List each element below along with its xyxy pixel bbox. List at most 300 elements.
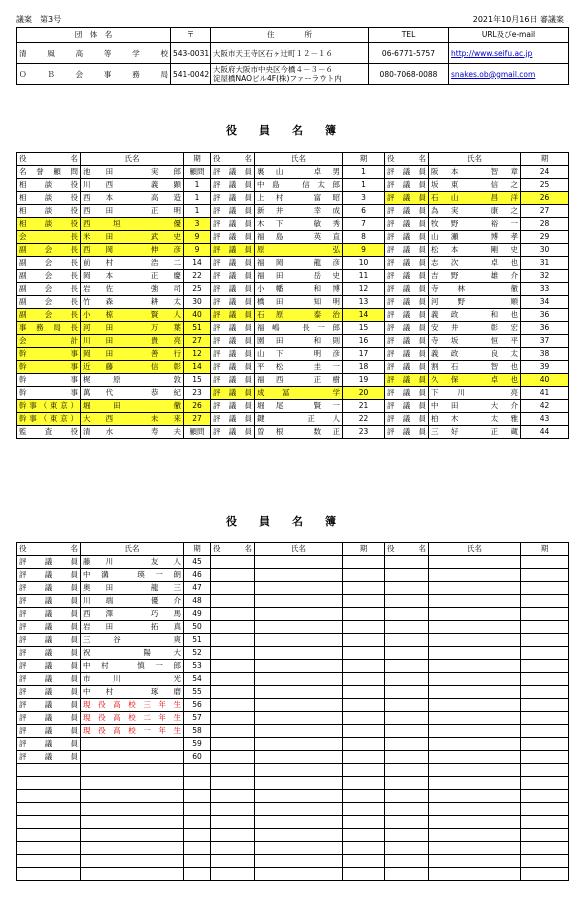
empty-cell bbox=[255, 764, 343, 777]
empty-cell bbox=[521, 855, 569, 868]
member-role: 評議員 bbox=[385, 374, 429, 387]
table-row bbox=[17, 725, 569, 738]
org-row bbox=[17, 64, 569, 85]
member-role: 評議員 bbox=[211, 374, 255, 387]
empty-cell bbox=[211, 621, 255, 634]
document-date: 2021年10月16日 審議案 bbox=[472, 15, 564, 24]
member-role: 幹事 bbox=[17, 348, 81, 361]
member-role: 評議員 bbox=[385, 361, 429, 374]
member-name: 堀尾 賢一 bbox=[255, 400, 343, 413]
member-term: 51 bbox=[184, 322, 211, 335]
member-term: 59 bbox=[184, 738, 211, 751]
empty-cell bbox=[385, 595, 429, 608]
org-email-link[interactable]: snakes.ob@gmail.com bbox=[451, 69, 536, 79]
member-term: 20 bbox=[343, 387, 385, 400]
header-term: 期 bbox=[521, 153, 569, 166]
table-row bbox=[17, 179, 569, 192]
empty-cell bbox=[521, 595, 569, 608]
empty-cell bbox=[343, 751, 385, 764]
empty-cell bbox=[255, 712, 343, 725]
empty-cell bbox=[343, 777, 385, 790]
org-header-url: URL及びe-mail bbox=[449, 28, 569, 43]
empty-cell bbox=[255, 868, 343, 881]
member-role: 評議員 bbox=[17, 647, 81, 660]
empty-cell bbox=[343, 855, 385, 868]
member-name: 成冨 学 bbox=[255, 387, 343, 400]
member-term: 40 bbox=[521, 374, 569, 387]
table-row bbox=[17, 413, 569, 426]
member-term: 27 bbox=[521, 205, 569, 218]
org-address bbox=[211, 64, 369, 85]
member-term: 22 bbox=[184, 270, 211, 283]
empty-cell bbox=[211, 595, 255, 608]
empty-cell bbox=[211, 842, 255, 855]
member-role: 相談役 bbox=[17, 205, 81, 218]
table-row bbox=[17, 855, 569, 868]
member-name bbox=[81, 790, 184, 803]
empty-cell bbox=[429, 816, 521, 829]
empty-cell bbox=[429, 712, 521, 725]
table-row bbox=[17, 322, 569, 335]
empty-cell bbox=[343, 803, 385, 816]
member-role: 評議員 bbox=[385, 296, 429, 309]
member-term bbox=[184, 868, 211, 881]
header-name: 氏名 bbox=[429, 153, 521, 166]
empty-cell bbox=[385, 673, 429, 686]
member-name: 清水 寿夫 bbox=[81, 426, 184, 439]
empty-cell bbox=[343, 660, 385, 673]
member-term: 49 bbox=[184, 608, 211, 621]
table-row bbox=[17, 374, 569, 387]
empty-cell bbox=[211, 790, 255, 803]
member-term: 30 bbox=[521, 244, 569, 257]
empty-cell bbox=[343, 608, 385, 621]
member-name: 義政 和也 bbox=[429, 309, 521, 322]
member-role: 評議員 bbox=[17, 712, 81, 725]
member-role: 評議員 bbox=[17, 569, 81, 582]
member-role: 評議員 bbox=[385, 166, 429, 179]
member-name: 上村 富昭 bbox=[255, 192, 343, 205]
member-role: 評議員 bbox=[385, 348, 429, 361]
member-name bbox=[81, 738, 184, 751]
member-role: 評議員 bbox=[17, 699, 81, 712]
member-term: 36 bbox=[521, 322, 569, 335]
empty-cell bbox=[429, 621, 521, 634]
member-name bbox=[81, 764, 184, 777]
member-role: 評議員 bbox=[385, 270, 429, 283]
member-name: 福嶋 長一郎 bbox=[255, 322, 343, 335]
empty-cell bbox=[429, 673, 521, 686]
empty-cell bbox=[343, 738, 385, 751]
member-role: 評議員 bbox=[211, 257, 255, 270]
member-term: 36 bbox=[521, 309, 569, 322]
member-role: 評議員 bbox=[385, 205, 429, 218]
member-role: 評議員 bbox=[385, 335, 429, 348]
member-role bbox=[17, 816, 81, 829]
member-role: 評議員 bbox=[385, 322, 429, 335]
empty-cell bbox=[385, 569, 429, 582]
member-name: 木下 敏秀 bbox=[255, 218, 343, 231]
member-term: 14 bbox=[184, 257, 211, 270]
table-row bbox=[17, 673, 569, 686]
empty-cell bbox=[521, 660, 569, 673]
member-name: 山下 明彦 bbox=[255, 348, 343, 361]
member-role: 相談役 bbox=[17, 179, 81, 192]
member-term: 9 bbox=[184, 244, 211, 257]
empty-cell bbox=[255, 699, 343, 712]
member-role: 評議員 bbox=[17, 738, 81, 751]
member-name: 福島 英直 bbox=[255, 231, 343, 244]
empty-cell bbox=[385, 816, 429, 829]
member-term: 26 bbox=[521, 192, 569, 205]
member-name: 岩佐 強司 bbox=[81, 283, 184, 296]
member-name: 岩田 拓真 bbox=[81, 621, 184, 634]
member-name: 現役高校三年生 bbox=[81, 699, 184, 712]
empty-cell bbox=[385, 751, 429, 764]
empty-cell bbox=[343, 868, 385, 881]
member-name: 安井 彰宏 bbox=[429, 322, 521, 335]
table-row bbox=[17, 309, 569, 322]
empty-cell bbox=[343, 595, 385, 608]
empty-cell bbox=[429, 777, 521, 790]
table-row bbox=[17, 790, 569, 803]
empty-cell bbox=[521, 673, 569, 686]
member-name: 寺坂 恒平 bbox=[429, 335, 521, 348]
member-term: 19 bbox=[343, 374, 385, 387]
table-row bbox=[17, 426, 569, 439]
empty-cell bbox=[343, 829, 385, 842]
member-role: 評議員 bbox=[17, 686, 81, 699]
empty-cell bbox=[429, 556, 521, 569]
member-name: 坂東 信之 bbox=[429, 179, 521, 192]
member-name: 川西 義顕 bbox=[81, 179, 184, 192]
member-term: 32 bbox=[521, 270, 569, 283]
member-name: 新井 幸成 bbox=[255, 205, 343, 218]
empty-cell bbox=[255, 816, 343, 829]
empty-cell bbox=[385, 842, 429, 855]
empty-cell bbox=[343, 569, 385, 582]
empty-cell bbox=[429, 829, 521, 842]
member-role: 評議員 bbox=[385, 192, 429, 205]
header-term: 期 bbox=[184, 543, 211, 556]
member-term: 33 bbox=[521, 283, 569, 296]
empty-cell bbox=[211, 738, 255, 751]
member-role: 評議員 bbox=[211, 348, 255, 361]
table-row bbox=[17, 660, 569, 673]
member-role: 評議員 bbox=[385, 231, 429, 244]
org-zip: 541-0042 bbox=[171, 64, 211, 85]
member-name bbox=[81, 855, 184, 868]
table-row bbox=[17, 231, 569, 244]
member-term: 53 bbox=[184, 660, 211, 673]
empty-cell bbox=[255, 855, 343, 868]
header-term: 期 bbox=[343, 153, 385, 166]
member-role: 評議員 bbox=[17, 556, 81, 569]
member-name: 久保 卓也 bbox=[429, 374, 521, 387]
member-term: 41 bbox=[521, 387, 569, 400]
org-name: ＯＢ会事務局 bbox=[17, 64, 171, 85]
column-header-row bbox=[17, 543, 569, 556]
member-role: 幹事 bbox=[17, 387, 81, 400]
member-name: 裏山 卓男 bbox=[255, 166, 343, 179]
empty-cell bbox=[521, 816, 569, 829]
empty-cell bbox=[255, 595, 343, 608]
table-row bbox=[17, 244, 569, 257]
member-role: 評議員 bbox=[211, 231, 255, 244]
member-role: 評議員 bbox=[211, 400, 255, 413]
member-term: 10 bbox=[343, 257, 385, 270]
member-role: 相談役 bbox=[17, 192, 81, 205]
member-role: 評議員 bbox=[211, 283, 255, 296]
member-name: 割石 智也 bbox=[429, 361, 521, 374]
table-row bbox=[17, 751, 569, 764]
empty-cell bbox=[255, 751, 343, 764]
member-term bbox=[184, 764, 211, 777]
header-role: 役名 bbox=[17, 153, 81, 166]
empty-cell bbox=[385, 868, 429, 881]
org-address-line2: 淀屋橋NAOビル4F(株)ファーラウト内 bbox=[213, 74, 342, 83]
document-id: 議案 第3号 bbox=[16, 15, 62, 24]
member-name bbox=[81, 816, 184, 829]
empty-cell bbox=[211, 816, 255, 829]
member-term: 37 bbox=[521, 335, 569, 348]
empty-cell bbox=[255, 673, 343, 686]
empty-cell bbox=[255, 777, 343, 790]
table-row bbox=[17, 335, 569, 348]
member-name: 現役高校一年生 bbox=[81, 725, 184, 738]
member-name: 原 弘 bbox=[255, 244, 343, 257]
member-role: 評議員 bbox=[211, 218, 255, 231]
org-address-line1: 大阪市天王寺区石ヶ辻町１２－１６ bbox=[213, 48, 333, 58]
member-role: 会長 bbox=[17, 231, 81, 244]
empty-cell bbox=[521, 647, 569, 660]
empty-cell bbox=[385, 777, 429, 790]
table-row bbox=[17, 166, 569, 179]
table-row bbox=[17, 283, 569, 296]
member-term: 46 bbox=[184, 569, 211, 582]
table-row bbox=[17, 257, 569, 270]
empty-cell bbox=[429, 738, 521, 751]
officer-table-1 bbox=[16, 152, 569, 439]
empty-cell bbox=[429, 803, 521, 816]
member-role: 評議員 bbox=[211, 413, 255, 426]
org-header-tel: TEL bbox=[369, 28, 449, 43]
org-header-zip: 〒 bbox=[171, 28, 211, 43]
member-role: 幹事（東京） bbox=[17, 413, 81, 426]
member-term: 15 bbox=[184, 374, 211, 387]
member-name: 志次 卓也 bbox=[429, 257, 521, 270]
empty-cell bbox=[521, 621, 569, 634]
member-term: 8 bbox=[343, 231, 385, 244]
member-role: 評議員 bbox=[211, 322, 255, 335]
empty-cell bbox=[255, 621, 343, 634]
empty-cell bbox=[211, 569, 255, 582]
member-term: 12 bbox=[184, 348, 211, 361]
member-term: 顧問 bbox=[184, 426, 211, 439]
org-tel: 080-7068-0088 bbox=[369, 64, 449, 85]
table-row bbox=[17, 634, 569, 647]
empty-cell bbox=[211, 868, 255, 881]
empty-cell bbox=[385, 556, 429, 569]
empty-cell bbox=[343, 686, 385, 699]
empty-cell bbox=[521, 803, 569, 816]
header-term: 期 bbox=[184, 153, 211, 166]
member-term: 31 bbox=[521, 257, 569, 270]
empty-cell bbox=[211, 712, 255, 725]
empty-cell bbox=[343, 647, 385, 660]
empty-cell bbox=[521, 712, 569, 725]
member-name: 福西 正樹 bbox=[255, 374, 343, 387]
member-term: 57 bbox=[184, 712, 211, 725]
member-term: 45 bbox=[184, 556, 211, 569]
org-url-link[interactable]: http://www.seifu.ac.jp bbox=[451, 48, 533, 58]
empty-cell bbox=[211, 725, 255, 738]
member-term: 25 bbox=[521, 179, 569, 192]
empty-cell bbox=[429, 764, 521, 777]
member-term: 52 bbox=[184, 647, 211, 660]
empty-cell bbox=[211, 855, 255, 868]
empty-cell bbox=[385, 829, 429, 842]
org-zip: 543-0031 bbox=[171, 43, 211, 64]
empty-cell bbox=[521, 842, 569, 855]
empty-cell bbox=[255, 556, 343, 569]
member-term bbox=[184, 777, 211, 790]
empty-cell bbox=[343, 673, 385, 686]
table-row bbox=[17, 868, 569, 881]
member-term: 21 bbox=[343, 400, 385, 413]
empty-cell bbox=[211, 647, 255, 660]
empty-cell bbox=[429, 569, 521, 582]
member-role: 評議員 bbox=[17, 751, 81, 764]
empty-cell bbox=[255, 647, 343, 660]
header-name: 氏名 bbox=[429, 543, 521, 556]
member-name: 橋田 知明 bbox=[255, 296, 343, 309]
empty-cell bbox=[385, 582, 429, 595]
member-name: 藤川 友人 bbox=[81, 556, 184, 569]
member-term: 48 bbox=[184, 595, 211, 608]
empty-cell bbox=[521, 790, 569, 803]
officer-table-2 bbox=[16, 542, 569, 881]
member-name bbox=[81, 803, 184, 816]
member-role: 副会長 bbox=[17, 244, 81, 257]
table-row bbox=[17, 387, 569, 400]
organization-table bbox=[16, 27, 569, 85]
empty-cell bbox=[429, 842, 521, 855]
table-row bbox=[17, 738, 569, 751]
empty-cell bbox=[521, 634, 569, 647]
empty-cell bbox=[429, 608, 521, 621]
member-term: 1 bbox=[343, 166, 385, 179]
member-name: 中村 慎一郎 bbox=[81, 660, 184, 673]
member-role: 評議員 bbox=[211, 296, 255, 309]
header-term: 期 bbox=[521, 543, 569, 556]
member-role bbox=[17, 868, 81, 881]
member-term: 24 bbox=[521, 166, 569, 179]
member-name: 為実 康之 bbox=[429, 205, 521, 218]
member-name: 大西 未来 bbox=[81, 413, 184, 426]
member-term bbox=[184, 803, 211, 816]
member-name bbox=[81, 842, 184, 855]
member-role: 副会長 bbox=[17, 283, 81, 296]
member-role: 副会長 bbox=[17, 257, 81, 270]
empty-cell bbox=[343, 582, 385, 595]
table-row bbox=[17, 829, 569, 842]
table-row bbox=[17, 608, 569, 621]
org-address-line1: 大阪府大阪市中央区今橋４－３－６ bbox=[213, 65, 333, 74]
member-term: 28 bbox=[521, 218, 569, 231]
table-row bbox=[17, 582, 569, 595]
empty-cell bbox=[521, 868, 569, 881]
member-term: 34 bbox=[521, 296, 569, 309]
member-role: 事務局長 bbox=[17, 322, 81, 335]
member-term: 16 bbox=[343, 335, 385, 348]
empty-cell bbox=[429, 582, 521, 595]
member-term: 22 bbox=[343, 413, 385, 426]
member-name: 鍵 正人 bbox=[255, 413, 343, 426]
member-term: 51 bbox=[184, 634, 211, 647]
member-role bbox=[17, 855, 81, 868]
empty-cell bbox=[385, 712, 429, 725]
empty-cell bbox=[343, 816, 385, 829]
member-name: 山瀬 博孝 bbox=[429, 231, 521, 244]
member-term: 39 bbox=[521, 361, 569, 374]
member-term: 3 bbox=[343, 192, 385, 205]
member-name: 寺林 徹 bbox=[429, 283, 521, 296]
member-term: 50 bbox=[184, 621, 211, 634]
empty-cell bbox=[429, 647, 521, 660]
member-name: 石山 昌洋 bbox=[429, 192, 521, 205]
member-term: 23 bbox=[343, 426, 385, 439]
member-role: 名誉顧問 bbox=[17, 166, 81, 179]
member-name: 阪本 智章 bbox=[429, 166, 521, 179]
table-row bbox=[17, 647, 569, 660]
member-term: 17 bbox=[343, 348, 385, 361]
member-name: 岡田 善行 bbox=[81, 348, 184, 361]
table-row bbox=[17, 699, 569, 712]
org-tel: 06-6771-5757 bbox=[369, 43, 449, 64]
member-name: 義政 良太 bbox=[429, 348, 521, 361]
empty-cell bbox=[211, 829, 255, 842]
empty-cell bbox=[255, 582, 343, 595]
member-term: 42 bbox=[521, 400, 569, 413]
org-row bbox=[17, 43, 569, 64]
member-name: 河野 順 bbox=[429, 296, 521, 309]
org-address bbox=[211, 43, 369, 64]
empty-cell bbox=[385, 725, 429, 738]
member-role: 評議員 bbox=[211, 270, 255, 283]
table-row bbox=[17, 595, 569, 608]
empty-cell bbox=[343, 764, 385, 777]
empty-cell bbox=[211, 751, 255, 764]
empty-cell bbox=[429, 868, 521, 881]
table-row bbox=[17, 569, 569, 582]
member-role: 評議員 bbox=[17, 595, 81, 608]
member-name: 曽根 数正 bbox=[255, 426, 343, 439]
member-role: 評議員 bbox=[385, 179, 429, 192]
member-term: 9 bbox=[343, 244, 385, 257]
member-name: 竹森 耕太 bbox=[81, 296, 184, 309]
table-row bbox=[17, 777, 569, 790]
empty-cell bbox=[343, 699, 385, 712]
member-name: 中溝 瑛一朗 bbox=[81, 569, 184, 582]
empty-cell bbox=[521, 725, 569, 738]
empty-cell bbox=[521, 777, 569, 790]
member-term: 25 bbox=[184, 283, 211, 296]
member-role: 評議員 bbox=[385, 257, 429, 270]
member-role: 評議員 bbox=[17, 660, 81, 673]
empty-cell bbox=[385, 764, 429, 777]
header-role: 役名 bbox=[385, 543, 429, 556]
